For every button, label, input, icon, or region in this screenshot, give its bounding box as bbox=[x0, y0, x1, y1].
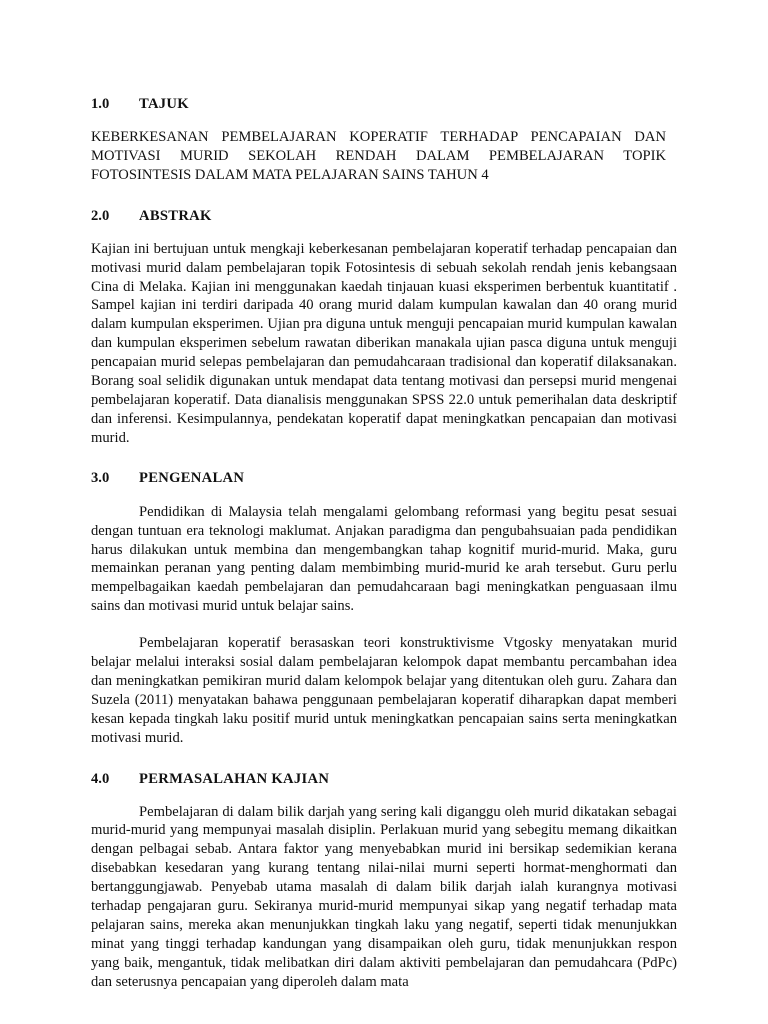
section-title: PENGENALAN bbox=[139, 469, 245, 486]
section-heading bbox=[91, 207, 677, 226]
section-number: 2.0 bbox=[91, 207, 110, 224]
section-title: ABSTRAK bbox=[139, 207, 212, 224]
section-heading bbox=[91, 469, 677, 488]
problem-paragraph: Pembelajaran di dalam bilik darjah yang sering kali diganggu oleh murid dikatakan sebagai murid-murid yang mempunyai masalah disiplin. Perlakuan murid yang sebegitu memang dikaitkan dengan pelbagai sebab. Antara faktor yang menyebabkan murid ini bersikap sedemikian kerana disebabkan kesedaran yang kurang tentang nilai-nilai murni seperti hormat-menghormati dan bertanggungjawab. Penyebab utama masalah di dalam bilik darjah ialah kurangnya motivasi terhadap pengajaran guru. Sekiranya murid-murid mempunyai sikap yang negatif terhadap mata pelajaran sains, mereka akan menunjukkan tingkah laku yang negatif, seperti tidak menunjukkan minat yang tinggi terhadap kandungan yang disampaikan oleh guru, tidak menunjukkan respon yang baik, mengantuk, tidak melibatkan diri dalam aktiviti pembelajaran dan pemudahcara (PdPc) dan seterusnya pencapaian yang diperoleh dalam mata bbox=[91, 803, 677, 990]
section-pengenalan bbox=[91, 469, 677, 748]
section-title: TAJUK bbox=[139, 96, 189, 112]
section-heading bbox=[91, 770, 677, 789]
intro-paragraph-2: Pembelajaran koperatif berasaskan teori konstruktivisme Vtgosky menyatakan murid belajar melalui interaksi sosial dalam pembelajaran kelompok dapat membantu percambahan idea dan meningkatkan pemikiran murid dalam kelompok belajar yang ditentukan oleh guru. Zahara dan Suzela (2011) menyatakan bahawa penggunaan pembelajaran koperatif diharapkan dapat memberi kesan kepada tingkah laku positif murid untuk meningkatkan pencapaian sains serta meningkatkan motivasi murid. bbox=[91, 635, 677, 746]
section-heading bbox=[91, 95, 677, 114]
research-title: KEBERKESANAN PEMBELAJARAN KOPERATIF TERHADAP PENCAPAIAN DAN MOTIVASI MURID SEKOLAH RENDAH DALAM PEMBELAJARAN TOPIK FOTOSINTESIS DALAM MATA PELAJARAN SAINS TAHUN 4 bbox=[91, 129, 666, 183]
abstract-paragraph: Kajian ini bertujuan untuk mengkaji keberkesanan pembelajaran koperatif terhadap pencapaian dan motivasi murid dalam pembelajaran topik Fotosintesis di sebuah sekolah rendah jenis kebangsaan Cina di Melaka. Kajian ini menggunakan kaedah tinjauan kuasi eksperimen berbentuk kuantitatif . Sampel kajian ini terdiri daripada 40 orang murid dalam kumpulan kawalan dan 40 orang murid dalam kumpulan eksperimen. Ujian pra diguna untuk menguji pencapaian murid kumpulan kawalan dan kumpulan eksperimen sebelum rawatan diberikan manakala ujian pasca diguna untuk menguji pencapaian murid selepas pembelajaran dan pemudahcaraan tradisional dan koperatif dilaksanakan. Borang soal selidik digunakan untuk mendapat data tentang motivasi dan persepsi murid mengenai pembelajaran koperatif. Data dianalisis menggunakan SPSS 22.0 untuk pemerihalan data deskriptif dan inferensi. Kesimpulannya, pendekatan koperatif dapat meningkatkan pencapaian dan motivasi murid. bbox=[91, 240, 677, 446]
section-number: 1.0 bbox=[91, 96, 110, 112]
section-title: PERMASALAHAN KAJIAN bbox=[139, 770, 330, 787]
intro-paragraph-1: Pendidikan di Malaysia telah mengalami gelombang reformasi yang begitu pesat sesuai dengan tuntuan era teknologi maklumat. Anjakan paradigma dan pengubahsuaian pada pendidikan harus dilakukan untuk membina dan mengembangkan tahap kognitif murid-murid. Maka, guru memainkan peranan yang penting dalam membimbing murid-murid ke arah tersebut. Guru perlu mempelbagaikan kaedah pembelajaran dan pemudahcaraan bagi meningkatkan penguasaan ilmu sains dan motivasi murid untuk belajar sains. bbox=[91, 503, 677, 615]
section-permasalahan-kajian bbox=[91, 770, 677, 992]
section-number: 3.0 bbox=[91, 469, 110, 486]
section-tajuk bbox=[91, 95, 677, 185]
section-number: 4.0 bbox=[91, 770, 110, 787]
document-page bbox=[91, 95, 677, 992]
section-abstrak bbox=[91, 207, 677, 448]
